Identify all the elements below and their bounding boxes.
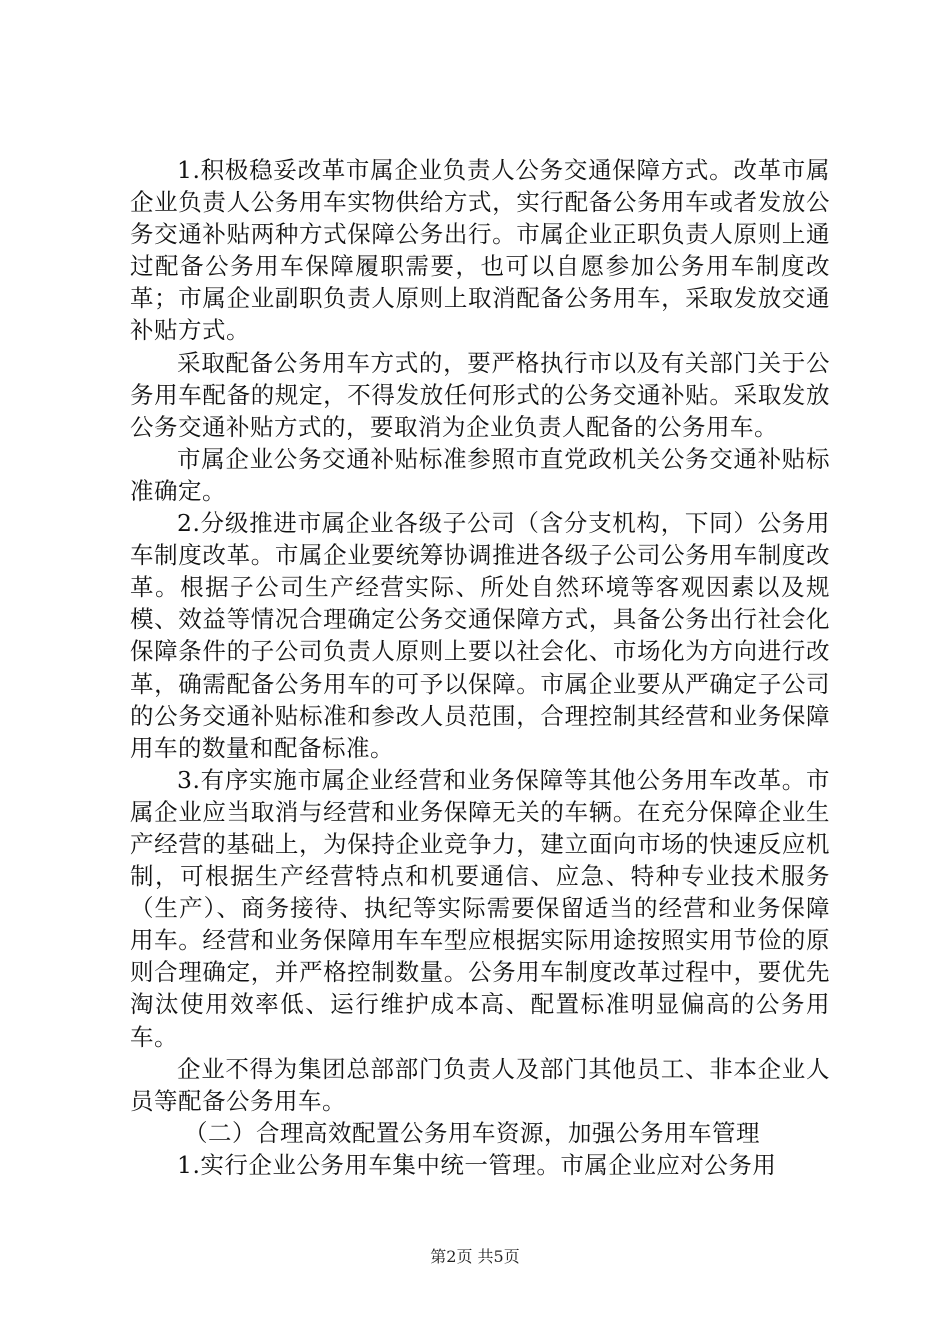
paragraph-reform-leader-transport: 1.积极稳妥改革市属企业负责人公务交通保障方式。改革市属企业负责人公务用车实物供给方式，实行配备公务用车或者发放公务交通补贴两种方式保障公务出行。市属企业正职负责人原则上通过配备公务用车保障履职需要，也可以自愿参加公务用车制度改革；市属企业副职负责人原则上取消配备公务用车，采取发放交通补贴方式。 bbox=[130, 156, 830, 345]
page-number: 第2页 共5页 bbox=[430, 1247, 520, 1266]
paragraph-centralized-management: 1.实行企业公务用车集中统一管理。市属企业应对公务用 bbox=[177, 1150, 777, 1179]
paragraph-subsidy-standard: 市属企业公务交通补贴标准参照市直党政机关公务交通补贴标准确定。 bbox=[130, 444, 830, 505]
paragraph-no-allocation-rule: 企业不得为集团总部部门负责人及部门其他员工、非本企业人员等配备公务用车。 bbox=[130, 1054, 830, 1115]
paragraph-subsidiary-reform: 2.分级推进市属企业各级子公司（含分支机构，下同）公务用车制度改革。市属企业要统筹协调推进各级子公司公务用车制度改革。根据子公司生产经营实际、所处自然环境等客观因素以及规模、效益等情况合理确定公务交通保障方式，具备公务出行社会化保障条件的子公司负责人原则上要以社会化、市场化为方向进行改革，确需配备公务用车的可予以保障。市属企业要从严确定子公司的公务交通补贴标准和参改人员范围，合理控制其经营和业务保障用车的数量和配备标准。 bbox=[130, 509, 830, 762]
document-body bbox=[130, 154, 830, 1181]
paragraph-business-vehicle-reform: 3.有序实施市属企业经营和业务保障等其他公务用车改革。市属企业应当取消与经营和业务保障无关的车辆。在充分保障企业生产经营的基础上，为保持企业竞争力，建立面向市场的快速反应机制，可根据生产经营特点和机要通信、应急、特种专业技术服务（生产）、商务接待、执纪等实际需要保留适当的经营和业务保障用车。经营和业务保障用车车型应根据实际用途按照实用节俭的原则合理确定，并严格控制数量。公务用车制度改革过程中，要优先淘汰使用效率低、运行维护成本高、配置标准明显偏高的公务用车。 bbox=[130, 765, 830, 1051]
paragraph-vehicle-allocation: 采取配备公务用车方式的，要严格执行市以及有关部门关于公务用车配备的规定，不得发放任何形式的公务交通补贴。采取发放公务交通补贴方式的，要取消为企业负责人配备的公务用车。 bbox=[130, 348, 830, 441]
section-heading: （二）合理高效配置公务用车资源，加强公务用车管理 bbox=[184, 1118, 761, 1147]
